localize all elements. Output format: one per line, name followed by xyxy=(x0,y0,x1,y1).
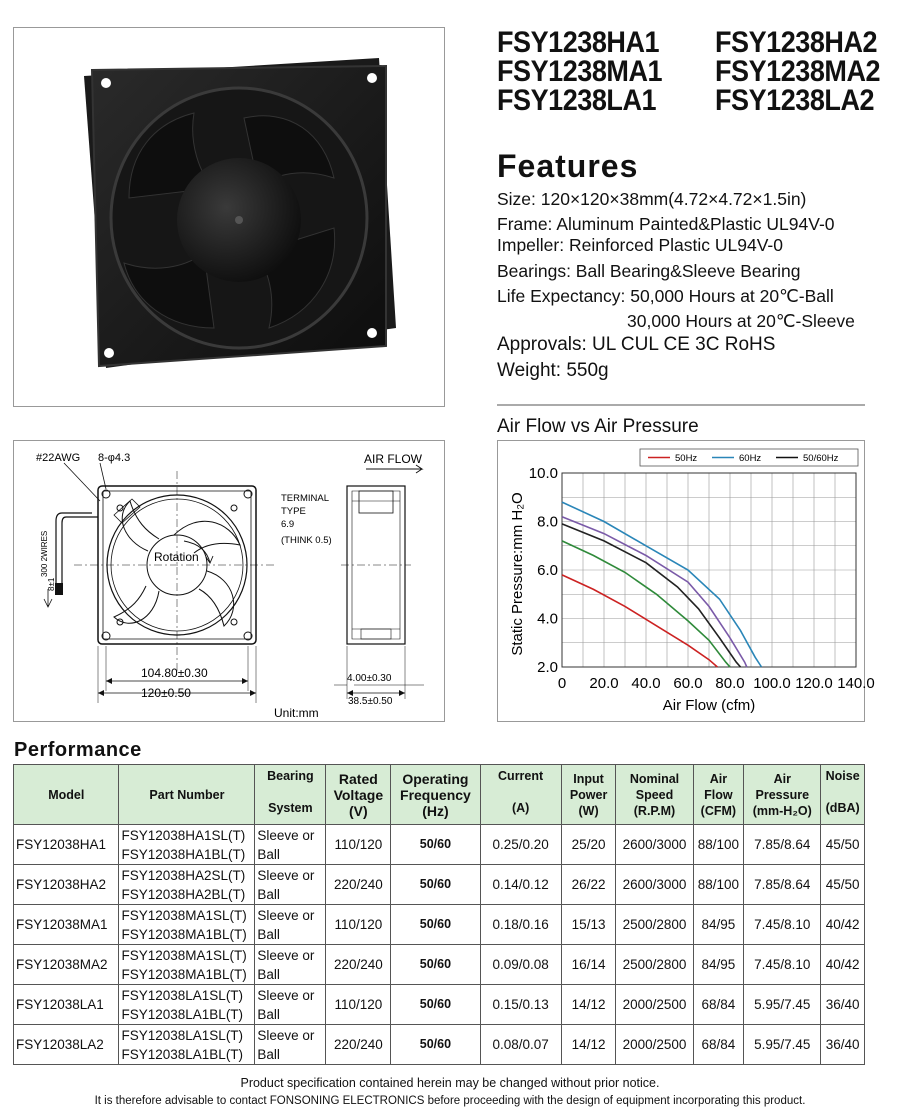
cell-voltage: 110/120 xyxy=(326,985,391,1025)
dim-depth: 38.5±0.50 xyxy=(348,696,393,707)
cell-frequency: 50/60 xyxy=(391,865,480,905)
cell-power: 16/14 xyxy=(561,945,616,985)
cell-noise: 36/40 xyxy=(821,1025,865,1065)
dimension-drawing xyxy=(14,441,444,721)
cell-frequency: 50/60 xyxy=(391,905,480,945)
feature-weight: Weight: 550g xyxy=(497,360,609,381)
cell-frequency: 50/60 xyxy=(391,945,480,985)
cell-bearing: Sleeve or Ball xyxy=(255,945,326,985)
model-names xyxy=(497,28,897,115)
model-name: FSY1238LA2 xyxy=(715,84,875,117)
cell-air-pressure: 7.85/8.64 xyxy=(744,865,821,905)
cell-model: FSY12038LA1 xyxy=(14,985,119,1025)
feature-life: Life Expectancy: 50,000 Hours at 20℃-Ball xyxy=(497,286,834,306)
y-tick-label: 6.0 xyxy=(537,562,558,579)
feature-life-sleeve: 30,000 Hours at 20℃-Sleeve xyxy=(627,311,855,331)
rotation-label: Rotation xyxy=(154,550,199,564)
y-tick-label: 8.0 xyxy=(537,513,558,531)
header-power: Input Power (W) xyxy=(561,765,616,825)
cell-model: FSY12038HA2 xyxy=(14,865,119,905)
cell-power: 26/22 xyxy=(561,865,616,905)
cell-model: FSY12038HA1 xyxy=(14,825,119,865)
table-row xyxy=(14,865,865,905)
cell-part-number: FSY12038MA1SL(T) FSY12038MA1BL(T) xyxy=(119,905,255,945)
cell-voltage: 110/120 xyxy=(326,825,391,865)
header-frequency: Operating Frequency (Hz) xyxy=(391,765,480,825)
wire-tolerance-label: 8±1 xyxy=(47,577,56,591)
cell-power: 14/12 xyxy=(561,985,616,1025)
features-title: Features xyxy=(497,148,639,184)
header-speed: Nominal Speed (R.P.M) xyxy=(616,765,693,825)
cell-bearing: Sleeve or Ball xyxy=(255,825,326,865)
cell-frequency: 50/60 xyxy=(391,985,480,1025)
cell-model: FSY12038LA2 xyxy=(14,1025,119,1065)
x-tick-label: 20.0 xyxy=(589,675,619,692)
airflow-label: AIR FLOW xyxy=(364,452,423,466)
model-name: FSY1238HA1 xyxy=(497,26,660,59)
table-row xyxy=(14,985,865,1025)
cell-part-number: FSY12038HA2SL(T) FSY12038HA2BL(T) xyxy=(119,865,255,905)
cell-part-number: FSY12038MA1SL(T) FSY12038MA1BL(T) xyxy=(119,945,255,985)
drawing-frame xyxy=(13,440,445,722)
cell-air-pressure: 7.45/8.10 xyxy=(744,905,821,945)
header-part-number: Part Number xyxy=(119,765,255,825)
wire-length-label: 300 2WIRES xyxy=(40,530,49,577)
y-tick-label: 10.0 xyxy=(528,465,558,482)
table-row xyxy=(14,1025,865,1065)
x-tick-label: 0 xyxy=(557,675,567,692)
header-noise: Noise (dBA) xyxy=(821,765,865,825)
terminal-size-label: 6.9 xyxy=(281,519,295,530)
performance-table xyxy=(13,764,865,1065)
cell-voltage: 220/240 xyxy=(326,1025,391,1065)
x-tick-label: 80.0 xyxy=(715,675,745,692)
cell-speed: 2600/3000 xyxy=(616,865,693,905)
x-axis-label: Air Flow (cfm) xyxy=(662,697,756,714)
model-name: FSY1238HA2 xyxy=(715,26,878,59)
header-voltage: Rated Voltage (V) xyxy=(326,765,391,825)
cell-bearing: Sleeve or Ball xyxy=(255,905,326,945)
cell-speed: 2500/2800 xyxy=(616,905,693,945)
x-tick-label: 60.0 xyxy=(673,675,703,692)
x-tick-label: 140.0 xyxy=(837,675,875,692)
cell-bearing: Sleeve or Ball xyxy=(255,865,326,905)
cell-air-flow: 68/84 xyxy=(693,1025,744,1065)
cell-speed: 2600/3000 xyxy=(616,825,693,865)
holes-label: 8-φ4.3 xyxy=(98,452,131,464)
chart-frame xyxy=(497,440,875,722)
series-line xyxy=(562,517,747,667)
cell-speed: 2000/2500 xyxy=(616,1025,693,1065)
header-air-flow: Air Flow (CFM) xyxy=(693,765,744,825)
fan-photo-frame xyxy=(13,27,445,407)
awg-label: #22AWG xyxy=(36,452,81,464)
cell-part-number: FSY12038HA1SL(T) FSY12038HA1BL(T) xyxy=(119,825,255,865)
cell-air-pressure: 5.95/7.45 xyxy=(744,985,821,1025)
cell-air-flow: 84/95 xyxy=(693,945,744,985)
cell-air-pressure: 7.85/8.64 xyxy=(744,825,821,865)
legend-label: 50Hz xyxy=(675,453,698,464)
cell-air-flow: 68/84 xyxy=(693,985,744,1025)
footer-notice: Product specification contained herein may be changed without prior notice. xyxy=(240,1076,660,1090)
cell-noise: 36/40 xyxy=(821,985,865,1025)
cell-air-flow: 88/100 xyxy=(693,825,744,865)
divider xyxy=(497,404,865,406)
x-tick-label: 40.0 xyxy=(631,675,661,692)
cell-current: 0.08/0.07 xyxy=(480,1025,561,1065)
dim-flange: 4.00±0.30 xyxy=(347,673,392,684)
cell-air-pressure: 7.45/8.10 xyxy=(744,945,821,985)
feature-frame: Frame: Aluminum Painted&Plastic UL94V-0 xyxy=(497,214,835,234)
cell-speed: 2000/2500 xyxy=(616,985,693,1025)
header-bearing: Bearing System xyxy=(255,765,326,825)
cell-noise: 45/50 xyxy=(821,825,865,865)
air-flow-chart xyxy=(498,441,875,721)
cell-air-flow: 88/100 xyxy=(693,865,744,905)
feature-size: Size: 120×120×38mm(4.72×4.72×1.5in) xyxy=(497,189,807,209)
cell-power: 15/13 xyxy=(561,905,616,945)
legend-label: 60Hz xyxy=(739,453,762,464)
table-header-row xyxy=(14,765,865,825)
series-line xyxy=(562,502,762,667)
terminal-type-label: TYPE xyxy=(281,506,306,517)
y-tick-label: 2.0 xyxy=(537,659,558,676)
footer-advice: It is therefore advisable to contact FONSONING ELECTRONICS before proceeding with the design of equipment incorporating this product. xyxy=(94,1095,806,1107)
cell-noise: 40/42 xyxy=(821,905,865,945)
cell-voltage: 220/240 xyxy=(326,865,391,905)
cell-air-flow: 84/95 xyxy=(693,905,744,945)
feature-approvals: Approvals: UL CUL CE 3C RoHS xyxy=(497,334,776,355)
cell-noise: 40/42 xyxy=(821,945,865,985)
model-name: FSY1238MA2 xyxy=(715,55,881,88)
table-row xyxy=(14,825,865,865)
x-tick-label: 100.0 xyxy=(753,675,791,692)
header-air-pressure: Air Pressure (mm-H₂O) xyxy=(744,765,821,825)
cell-current: 0.09/0.08 xyxy=(480,945,561,985)
terminal-label: TERMINAL xyxy=(281,493,330,504)
cell-bearing: Sleeve or Ball xyxy=(255,985,326,1025)
chart-title: Air Flow vs Air Pressure xyxy=(497,416,699,437)
y-axis-label: Static Pressure:mm H₂O xyxy=(509,492,526,656)
dim-frame-size: 120±0.50 xyxy=(141,686,191,700)
cell-power: 14/12 xyxy=(561,1025,616,1065)
table-row xyxy=(14,905,865,945)
cell-voltage: 110/120 xyxy=(326,905,391,945)
cell-noise: 45/50 xyxy=(821,865,865,905)
cell-power: 25/20 xyxy=(561,825,616,865)
cell-voltage: 220/240 xyxy=(326,945,391,985)
header-model: Model xyxy=(14,765,119,825)
cell-model: FSY12038MA1 xyxy=(14,905,119,945)
cell-frequency: 50/60 xyxy=(391,1025,480,1065)
cell-frequency: 50/60 xyxy=(391,825,480,865)
terminal-thickness-label: (THINK 0.5) xyxy=(281,535,332,546)
model-name: FSY1238LA1 xyxy=(497,84,657,117)
cell-current: 0.18/0.16 xyxy=(480,905,561,945)
cell-air-pressure: 5.95/7.45 xyxy=(744,1025,821,1065)
cell-part-number: FSY12038LA1SL(T) FSY12038LA1BL(T) xyxy=(119,1025,255,1065)
y-tick-label: 4.0 xyxy=(537,610,558,628)
cell-current: 0.25/0.20 xyxy=(480,825,561,865)
unit-label: Unit:mm xyxy=(274,706,319,720)
table-row xyxy=(14,945,865,985)
performance-title: Performance xyxy=(14,739,142,761)
cell-model: FSY12038MA2 xyxy=(14,945,119,985)
fan-photo xyxy=(14,28,444,406)
cell-speed: 2500/2800 xyxy=(616,945,693,985)
cell-part-number: FSY12038LA1SL(T) FSY12038LA1BL(T) xyxy=(119,985,255,1025)
cell-current: 0.14/0.12 xyxy=(480,865,561,905)
x-tick-label: 120.0 xyxy=(795,675,833,692)
legend-label: 50/60Hz xyxy=(803,453,839,464)
cell-current: 0.15/0.13 xyxy=(480,985,561,1025)
cell-bearing: Sleeve or Ball xyxy=(255,1025,326,1065)
feature-impeller: Impeller: Reinforced Plastic UL94V-0 xyxy=(497,235,783,255)
dim-hole-spacing: 104.80±0.30 xyxy=(141,666,208,680)
model-name: FSY1238MA1 xyxy=(497,55,663,88)
feature-bearings: Bearings: Ball Bearing&Sleeve Bearing xyxy=(497,261,801,281)
header-current: Current (A) xyxy=(480,765,561,825)
